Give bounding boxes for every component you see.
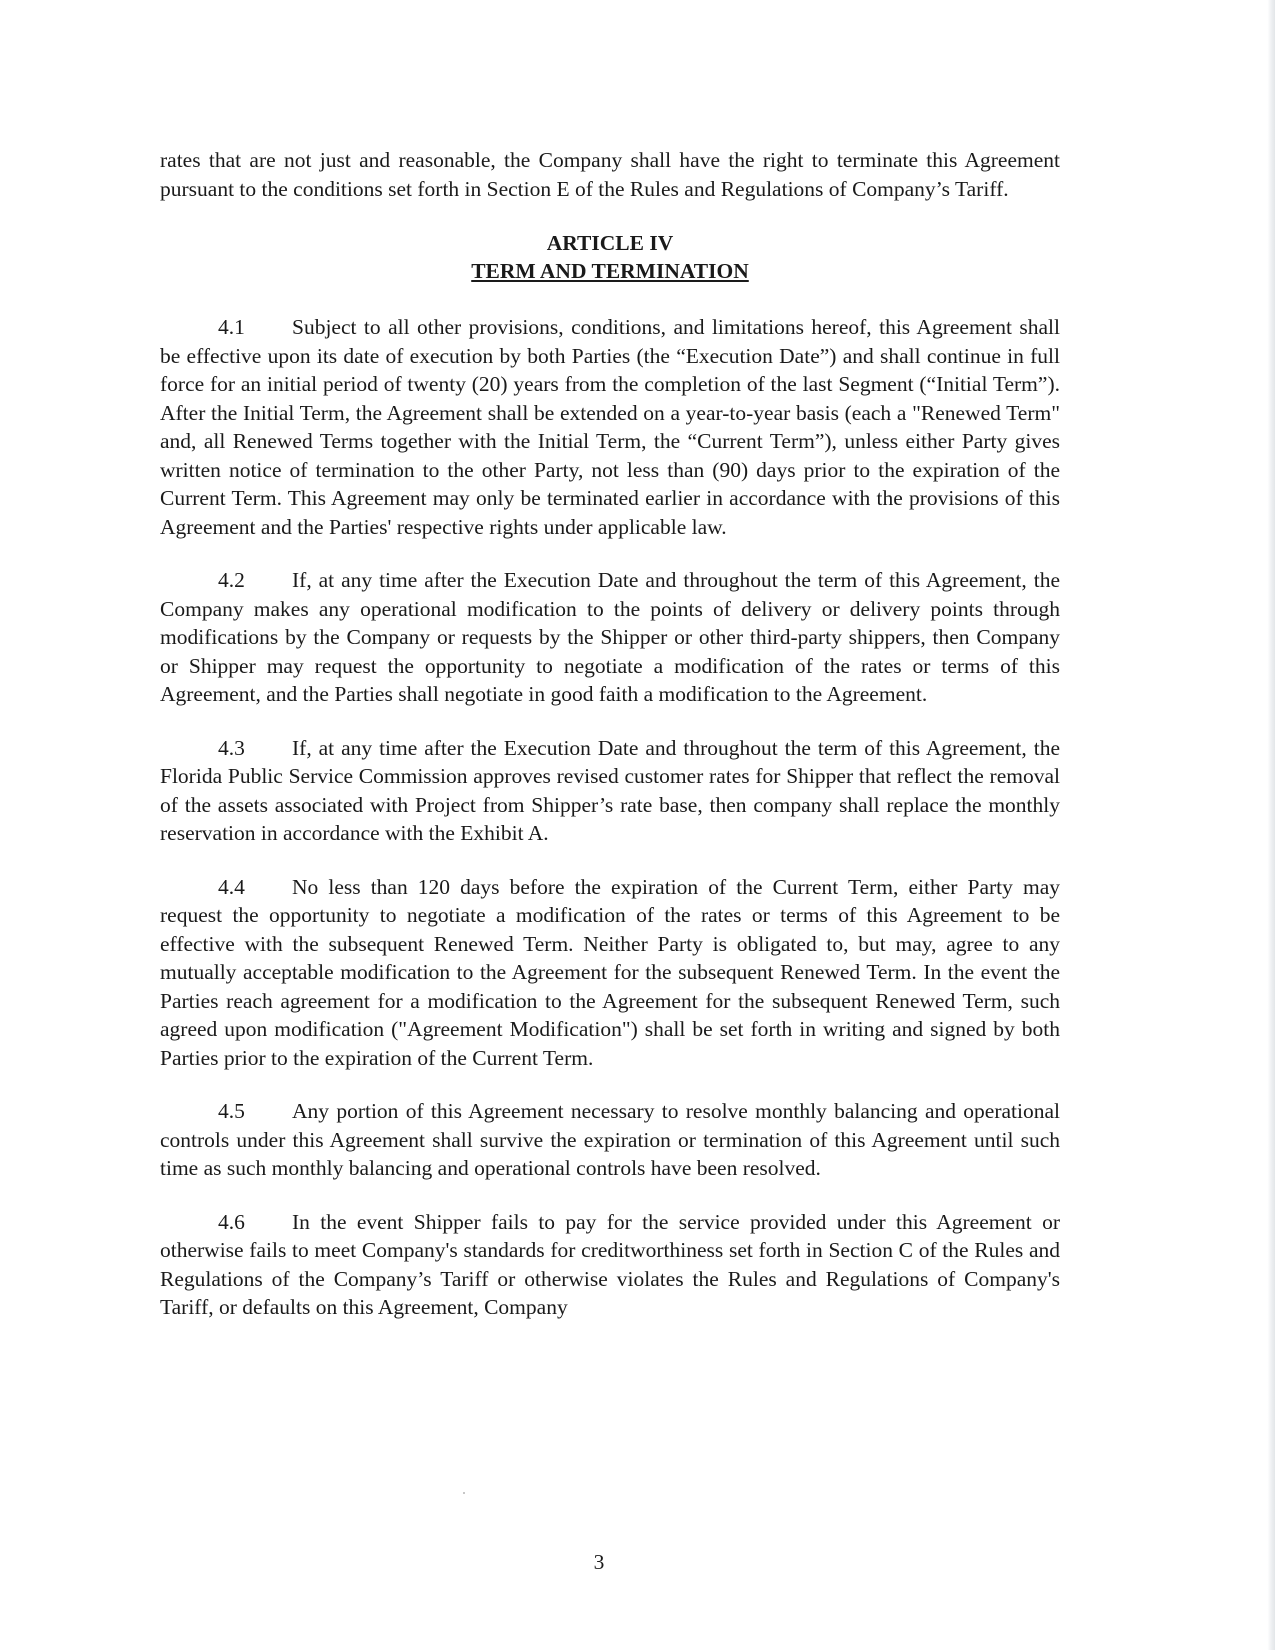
section-4-1 bbox=[160, 313, 1060, 541]
section-text: If, at any time after the Execution Date and throughout the term of this Agreement, the Florida Public Service Commission approves revised customer rates for Shipper that reflect the removal of the assets associated with Project from Shipper’s rate base, then company shall replace the monthly reservation in accordance with the Exhibit A. bbox=[160, 735, 1060, 845]
scan-page-edge bbox=[1213, 0, 1275, 1650]
section-number: 4.2 bbox=[218, 568, 245, 592]
section-text: No less than 120 days before the expiration of the Current Term, either Party may request the opportunity to negotiate a modification of the rates or terms of this Agreement to be effective with the subsequent Renewed Term. Neither Party is obligated to, but may, agree to any mutually acceptable modification to the Agreement for the subsequent Renewed Term. In the event the Parties reach agreement for a modification to the Agreement for the subsequent Renewed Term, such agreed upon modification ("Agreement Modification") shall be set forth in writing and signed by both Parties prior to the expiration of the Current Term. bbox=[160, 874, 1060, 1070]
intro-paragraph: rates that are not just and reasonable, the Company shall have the right to terminate this Agreement pursuant to the conditions set forth in Section E of the Rules and Regulations of Company’s Tariff. bbox=[160, 148, 1060, 201]
section-number: 4.6 bbox=[218, 1209, 245, 1234]
section-4-2 bbox=[160, 566, 1060, 709]
page-number: 3 bbox=[593, 1550, 605, 1574]
section-number: 4.1 bbox=[218, 315, 245, 339]
section-4-3 bbox=[160, 734, 1060, 848]
section-4-4 bbox=[160, 873, 1060, 1073]
section-text: In the event Shipper fails to pay for the service provided under this Agreement or otherwise fails to meet Company's standards for creditworthiness set forth in Section C of the Rules and Regulations of the Company’s Tariff or otherwise violates the Rules and Regulations of Company's Tariff, or defaults on this Agreement, Company bbox=[160, 1209, 1060, 1319]
document-body bbox=[160, 146, 1060, 1343]
section-text: If, at any time after the Execution Date and throughout the term of this Agreement, the Company makes any operational modification to the points of delivery or delivery points through modifications by the Company or requests by the Shipper or other third-party shippers, then Company or Shipper may request the opportunity to negotiate a modification of the rates or terms of this Agreement, and the Parties shall negotiate in good faith a modification to the Agreement. bbox=[160, 568, 1060, 706]
section-4-6 bbox=[160, 1208, 1060, 1322]
sections-list bbox=[160, 313, 1060, 1322]
article-heading bbox=[160, 229, 1060, 285]
scan-speck bbox=[463, 1492, 465, 1494]
section-number: 4.5 bbox=[218, 1099, 245, 1123]
section-text: Subject to all other provisions, conditions, and limitations hereof, this Agreement shall be effective upon its date of execution by both Parties (the “Execution Date”) and shall continue in full force for an initial period of twenty (20) years from the completion of the last Segment (“Initial Term”). After the Initial Term, the Agreement shall be extended on a year-to-year basis (each a "Renewed Term" and, all Renewed Terms together with the Initial Term, the “Current Term”), unless either Party gives written notice of termination to the other Party, not less than (90) days prior to the expiration of the Current Term. This Agreement may only be terminated earlier in accordance with the provisions of this Agreement and the Parties' respective rights under applicable law. bbox=[160, 315, 1060, 539]
article-subtitle: TERM AND TERMINATION bbox=[471, 259, 749, 283]
article-title: ARTICLE IV bbox=[546, 231, 674, 255]
section-4-5 bbox=[160, 1097, 1060, 1183]
section-text: Any portion of this Agreement necessary to resolve monthly balancing and operational controls under this Agreement shall survive the expiration or termination of this Agreement until such time as such monthly balancing and operational controls have been resolved. bbox=[160, 1099, 1060, 1180]
section-number: 4.4 bbox=[218, 874, 245, 899]
section-number: 4.3 bbox=[218, 735, 245, 760]
